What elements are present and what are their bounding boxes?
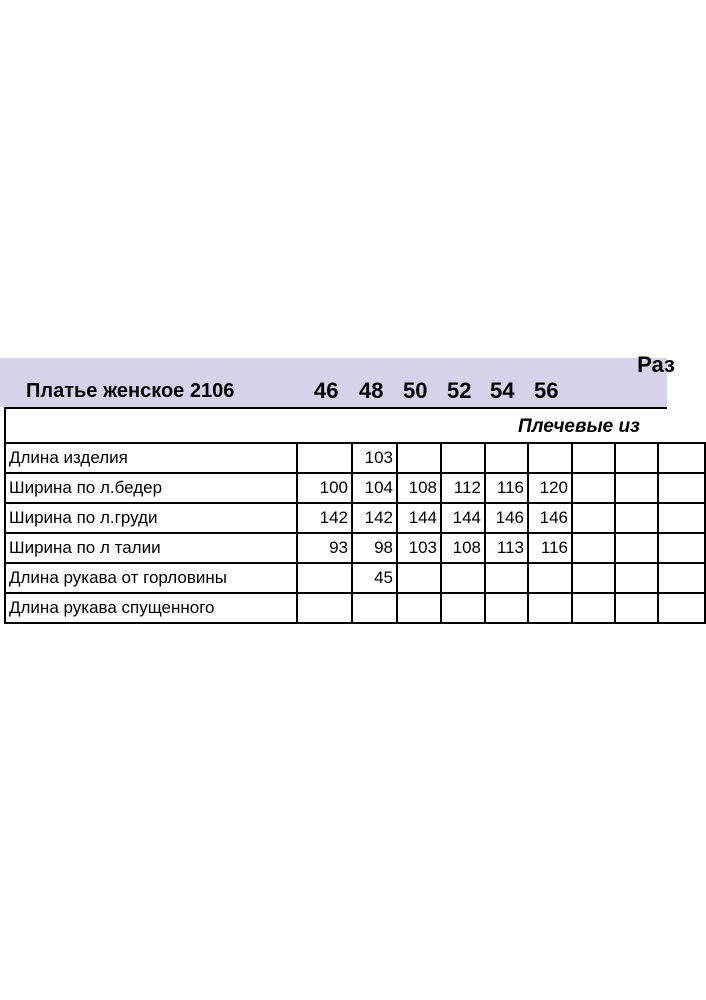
empty-cell bbox=[615, 473, 658, 503]
row-label: Ширина по л.груди bbox=[5, 503, 297, 533]
table-row bbox=[5, 563, 705, 593]
size-header: 46 bbox=[314, 378, 339, 403]
value-cell bbox=[441, 593, 485, 623]
value-cell bbox=[297, 593, 352, 623]
empty-cell bbox=[572, 473, 615, 503]
value-cell: 142 bbox=[297, 503, 352, 533]
value-cell bbox=[528, 563, 572, 593]
table-row bbox=[5, 443, 705, 473]
value-cell bbox=[297, 443, 352, 473]
value-cell: 146 bbox=[528, 503, 572, 533]
value-cell: 108 bbox=[441, 533, 485, 563]
value-cell: 108 bbox=[397, 473, 441, 503]
empty-cell bbox=[572, 503, 615, 533]
size-chart-sheet bbox=[0, 352, 675, 642]
empty-cell bbox=[658, 473, 705, 503]
row-label: Ширина по л талии bbox=[5, 533, 297, 563]
table-row bbox=[5, 533, 705, 563]
empty-cell bbox=[615, 563, 658, 593]
empty-cell bbox=[615, 533, 658, 563]
empty-cell bbox=[615, 503, 658, 533]
value-cell bbox=[297, 563, 352, 593]
value-cell bbox=[397, 593, 441, 623]
value-cell: 104 bbox=[352, 473, 397, 503]
value-cell: 45 bbox=[352, 563, 397, 593]
empty-cell bbox=[658, 533, 705, 563]
value-cell bbox=[441, 563, 485, 593]
value-cell: 144 bbox=[441, 503, 485, 533]
value-cell: 144 bbox=[397, 503, 441, 533]
header-top-text: Раз bbox=[637, 352, 675, 377]
value-cell bbox=[528, 593, 572, 623]
size-header: 52 bbox=[447, 378, 472, 403]
row-label: Длина изделия bbox=[5, 443, 297, 473]
empty-cell bbox=[572, 443, 615, 473]
value-cell bbox=[485, 593, 528, 623]
table-row bbox=[5, 503, 705, 533]
measurements-table bbox=[4, 442, 706, 624]
empty-cell bbox=[658, 563, 705, 593]
empty-cell bbox=[658, 443, 705, 473]
empty-cell bbox=[572, 593, 615, 623]
value-cell: 116 bbox=[485, 473, 528, 503]
empty-cell bbox=[658, 503, 705, 533]
row-label: Длина рукава от горловины bbox=[5, 563, 297, 593]
row-label: Длина рукава спущенного bbox=[5, 593, 297, 623]
empty-cell bbox=[615, 443, 658, 473]
size-header: 54 bbox=[490, 378, 515, 403]
product-title: Платье женское 2106 bbox=[26, 380, 235, 402]
value-cell bbox=[528, 443, 572, 473]
value-cell: 103 bbox=[397, 533, 441, 563]
value-cell: 120 bbox=[528, 473, 572, 503]
value-cell: 103 bbox=[352, 443, 397, 473]
value-cell: 142 bbox=[352, 503, 397, 533]
table-row bbox=[5, 593, 705, 623]
value-cell bbox=[485, 563, 528, 593]
value-cell bbox=[397, 563, 441, 593]
empty-cell bbox=[615, 593, 658, 623]
size-header: 48 bbox=[359, 378, 384, 403]
size-header: 56 bbox=[534, 378, 559, 403]
value-cell bbox=[485, 443, 528, 473]
value-cell bbox=[352, 593, 397, 623]
value-cell: 113 bbox=[485, 533, 528, 563]
value-cell: 93 bbox=[297, 533, 352, 563]
value-cell: 116 bbox=[528, 533, 572, 563]
value-cell: 112 bbox=[441, 473, 485, 503]
empty-cell bbox=[658, 593, 705, 623]
value-cell: 100 bbox=[297, 473, 352, 503]
value-cell: 146 bbox=[485, 503, 528, 533]
section-note: Плечевые из bbox=[518, 416, 640, 437]
value-cell: 98 bbox=[352, 533, 397, 563]
table-row bbox=[5, 473, 705, 503]
value-cell bbox=[397, 443, 441, 473]
row-label: Ширина по л.бедер bbox=[5, 473, 297, 503]
size-header: 50 bbox=[403, 378, 428, 403]
empty-cell bbox=[572, 563, 615, 593]
value-cell bbox=[441, 443, 485, 473]
empty-cell bbox=[572, 533, 615, 563]
